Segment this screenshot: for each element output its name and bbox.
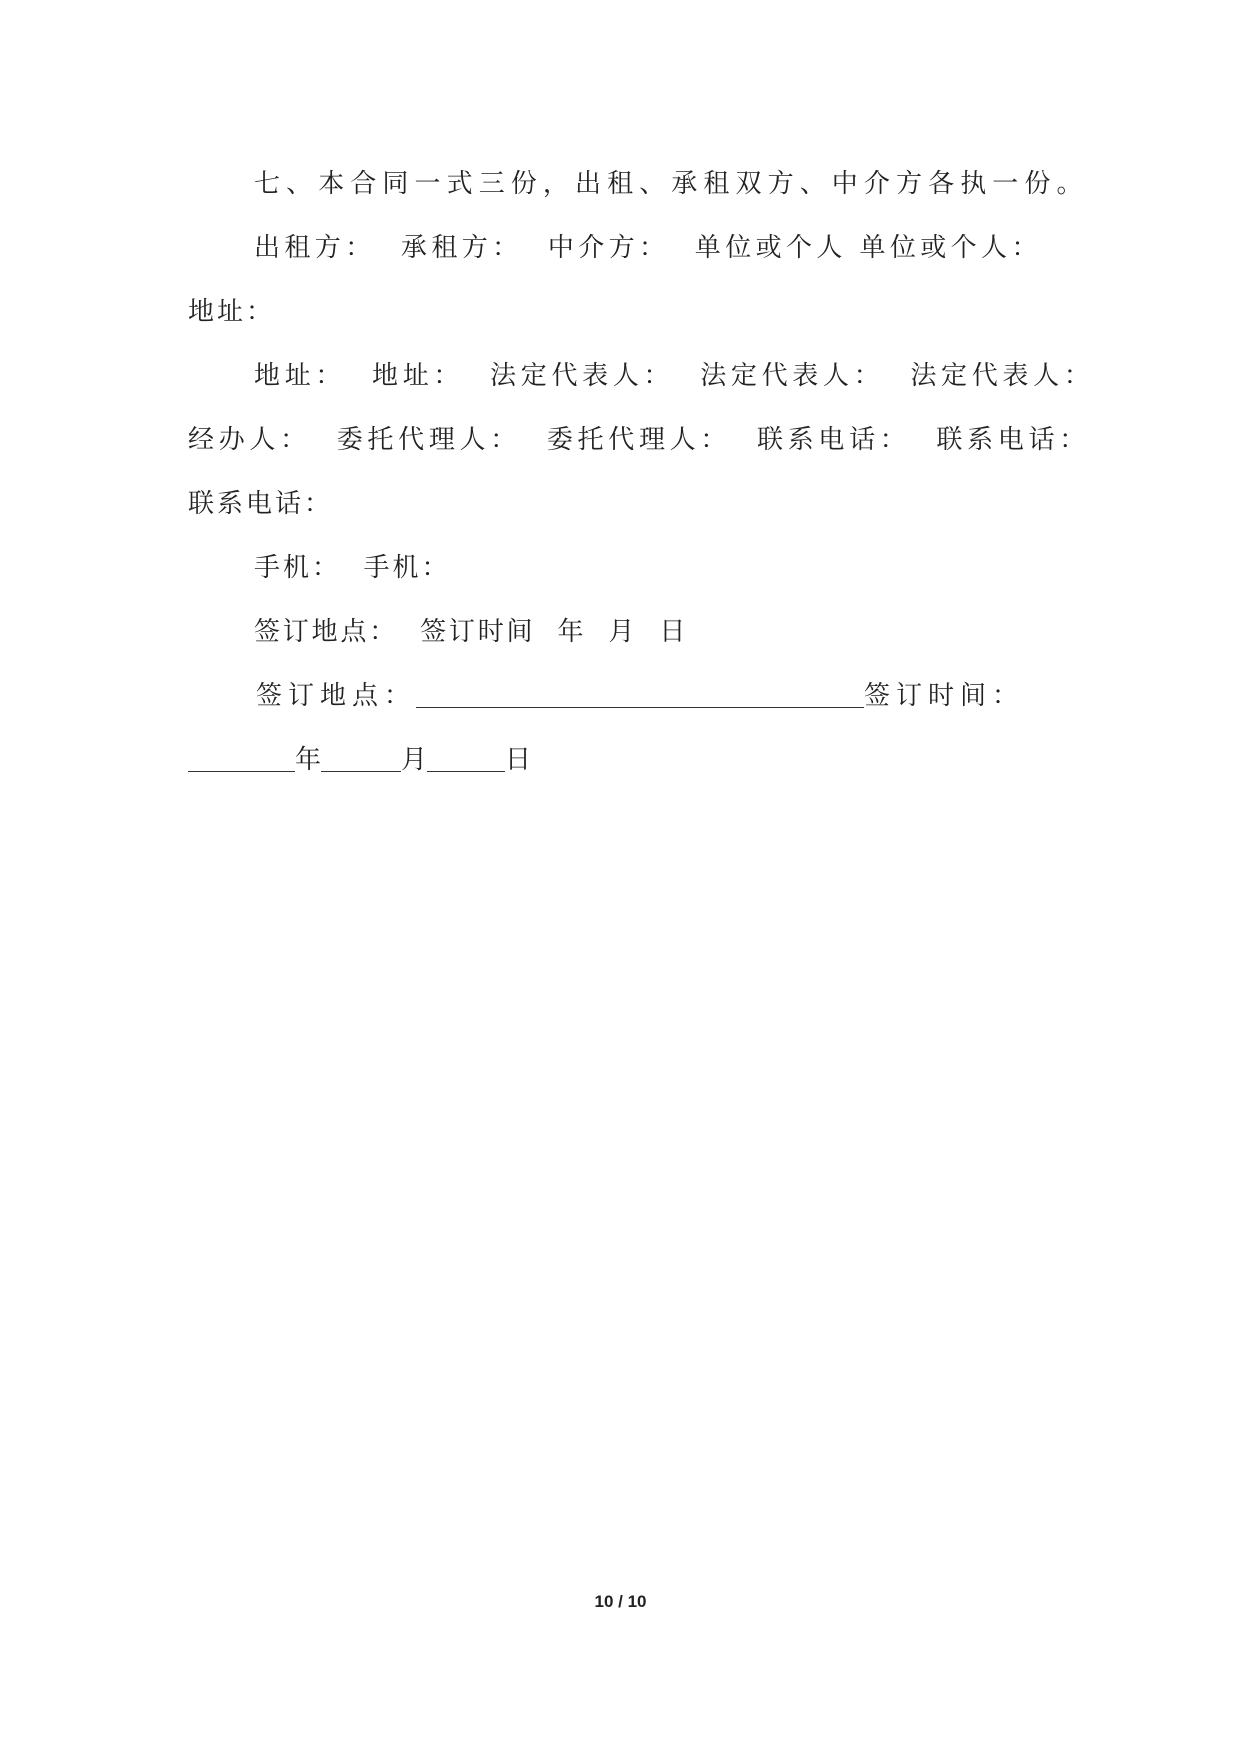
contact-line: 联系电话：	[188, 489, 334, 519]
day-label: 日	[505, 745, 532, 775]
agent-line: 经办人： 委托代理人： 委托代理人： 联系电话： 联系电话：	[188, 425, 1090, 455]
month-blank	[321, 745, 401, 772]
sign-time-label: 签订时间：	[864, 681, 1025, 711]
sign-place-time-blank-line	[256, 676, 1024, 716]
year-label: 年	[295, 745, 322, 775]
address-line-2: 地址： 地址： 法定代表人： 法定代表人： 法定代表人：	[254, 361, 1095, 391]
month-label: 月	[401, 745, 428, 775]
sign-place-blank	[416, 681, 864, 708]
address-line-1: 地址：	[188, 297, 276, 327]
year-blank	[188, 745, 295, 772]
sign-place-label: 签订地点：	[256, 681, 417, 711]
mobile-line: 手机： 手机：	[254, 553, 451, 583]
clause-seven: 七、本合同一式三份，出租、承租双方、中介方各执一份。	[254, 169, 1089, 199]
day-blank	[427, 745, 505, 772]
page-number: 10 / 10	[594, 1592, 647, 1611]
sign-place-time-line: 签订地点： 签订时间 年 月 日	[254, 617, 689, 647]
sign-date-line	[188, 740, 531, 780]
parties-line: 出租方： 承租方： 中介方： 单位或个人 单位或个人：	[254, 233, 1042, 263]
